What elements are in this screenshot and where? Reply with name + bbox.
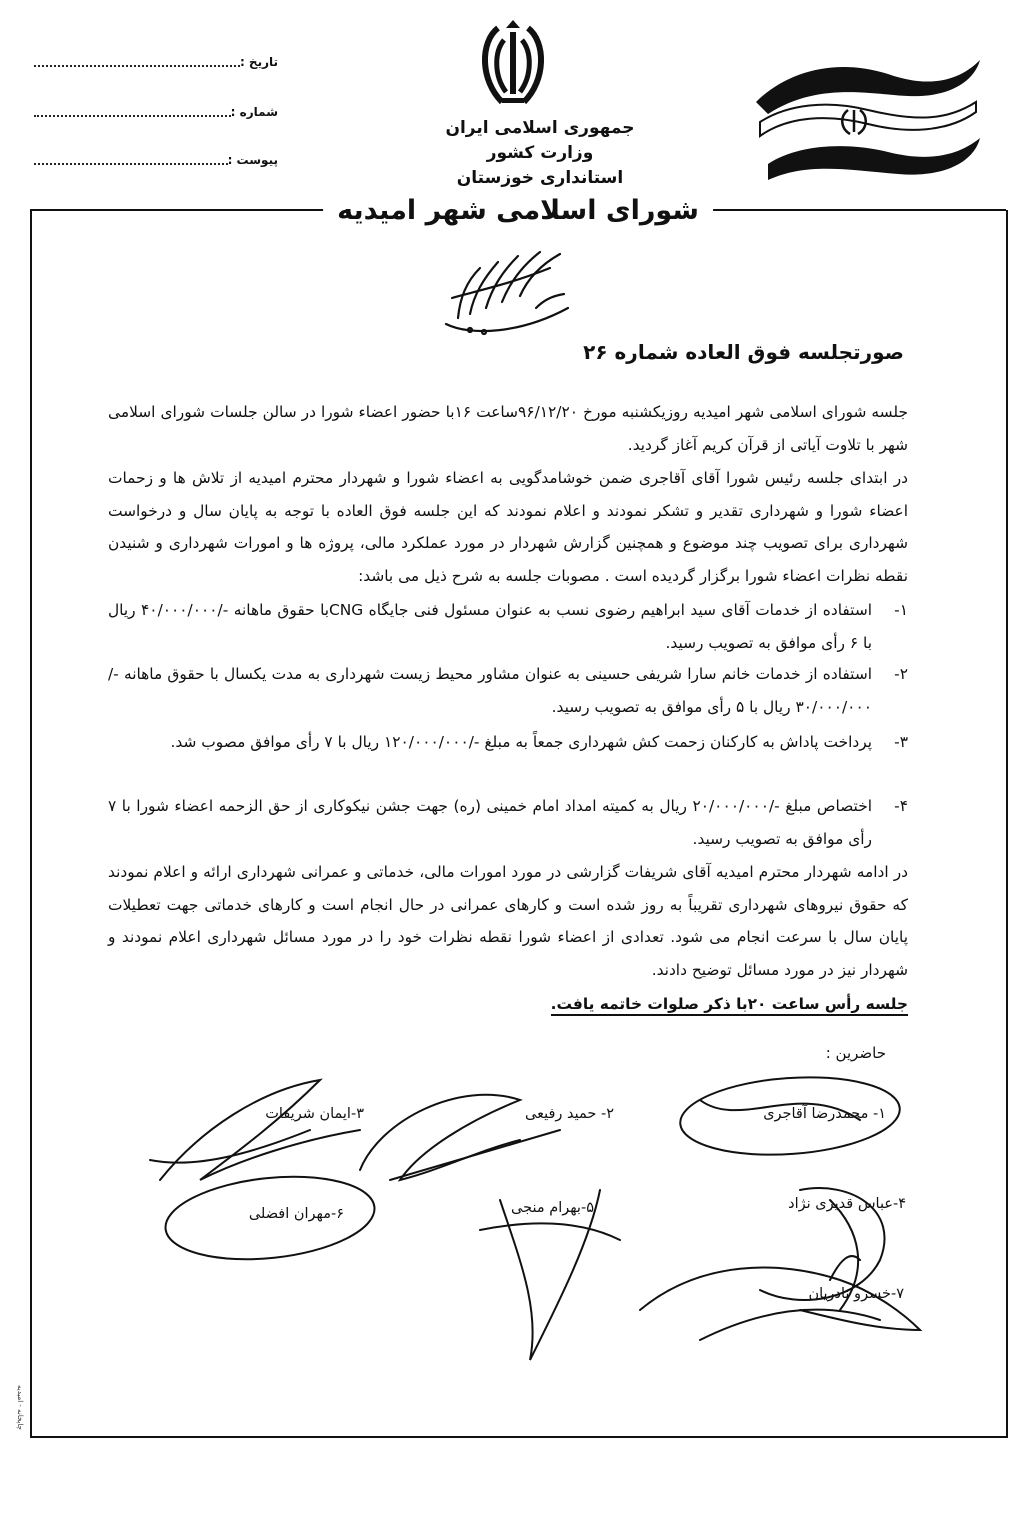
ministry-line-1: جمهوری اسلامی ایران — [445, 118, 635, 138]
side-stamp: چاپخانه - امیدیه — [16, 1385, 24, 1430]
bismillah-calligraphy-icon — [440, 238, 580, 338]
attendee-3: ۳-ایمان شریفات — [265, 1106, 364, 1122]
resolution-item-3 — [108, 726, 908, 759]
number-field — [28, 102, 278, 122]
attachment-field — [28, 150, 278, 170]
attachment-dots — [34, 163, 228, 165]
date-label: تاریخ : — [239, 55, 278, 69]
iran-flag-icon — [748, 52, 988, 192]
resolution-item-4 — [108, 790, 908, 855]
attendee-1: ۱- محمدرضا آقاجری — [763, 1106, 886, 1122]
paragraph-report: در ادامه شهردار محترم امیدیه آقای شریفات گزارشی در مورد امورات مالی، خدماتی و عمرانی شهرداری ارائه و اعلام نمودند که حقوق نیروهای شهرداری تقریباً به روز شده است و کارهای عمرانی در حال انجام است و کارهای خدماتی جهت تعطیلات پایان سال با سرعت انجام می شود. تعدادی از اعضاء شورا نقطه نظرات خود را در مورد مسائل شهرداری اعلام نمودند و شهردار نیز در مورد مسائل توضیح دادند. — [108, 863, 908, 979]
item-text: پرداخت پاداش به کارکنان زحمت کش شهرداری جمعاً به مبلغ -/۱۲۰/۰۰۰/۰۰۰ ریال با ۷ رأی موافق مصوب شد. — [170, 733, 872, 751]
closing-line: جلسه رأس ساعت ۲۰با ذکر صلوات خاتمه یافت. — [551, 995, 908, 1016]
ministry-line-2: وزارت کشور — [486, 143, 594, 163]
item-text: اختصاص مبلغ -/۲۰/۰۰۰/۰۰۰ ریال به کمیته امداد امام خمینی (ره) جهت جشن نیکوکاری از حق الزحمه اعضاء شورا با ۷ رأی موافق به تصویب رسید. — [108, 797, 872, 848]
item-number: ۱- — [894, 601, 908, 619]
document-title: صورتجلسه فوق العاده شماره ۲۶ — [583, 340, 904, 364]
paragraph-opening: جلسه شورای اسلامی شهر امیدیه روزیکشنبه مورخ ۹۶/۱۲/۲۰ساعت ۱۶با حضور اعضاء شورا در سالن جلسات شورای اسلامی شهر با تلاوت آیاتی از قرآن کریم آغاز گردید. — [108, 403, 909, 454]
item-text: استفاده از خدمات خانم سارا شریفی حسینی به عنوان مشاور محیط زیست شهرداری به مدت یکسال با حقوق ماهانه -/۳۰/۰۰۰/۰۰۰ ریال با ۵ رأی موافق به تصویب رسید. — [108, 665, 872, 716]
attendees-label: حاضرین : — [825, 1044, 886, 1062]
attendee-4: ۴-عباس قدیری نژاد — [788, 1196, 906, 1212]
council-title: شورای اسلامی شهر امیدیه — [323, 196, 713, 226]
item-number: ۲- — [894, 665, 908, 683]
resolution-item-2 — [108, 658, 908, 723]
attendee-2: ۲- حمید رفیعی — [525, 1106, 614, 1122]
item-number: ۳- — [894, 733, 908, 751]
date-dots — [34, 65, 240, 67]
item-number: ۴- — [894, 797, 908, 815]
attachment-label: پیوست : — [227, 153, 278, 167]
number-dots — [34, 115, 231, 117]
iran-emblem-icon — [476, 18, 550, 110]
resolution-item-1 — [108, 594, 908, 659]
attendee-7: ۷-خسرو نادریان — [808, 1286, 904, 1302]
attendee-6: ۶-مهران افضلی — [248, 1206, 344, 1222]
item-text: استفاده از خدمات آقای سید ابراهیم رضوی نسب به عنوان مسئول فنی جایگاه CNGبا حقوق ماهانه -/۴۰/۰۰۰/۰۰۰ ریال با ۶ رأی موافق به تصویب رسید. — [108, 601, 873, 652]
date-field — [28, 52, 278, 72]
ministry-line-3: استانداری خوزستان — [456, 168, 624, 188]
paragraph-intro: در ابتدای جلسه رئیس شورا آقای آقاجری ضمن خوشامدگویی به اعضاء شورا و شهردار محترم امیدیه از تلاش ها و زحمات اعضاء شورا و شهرداری تقدیر و تشکر نمودند و اعلام نمودند که این جلسه فوق العاده با توجه به پایان سال و درخواست شهرداری برای تصویب چند موضوع و همچنین گزارش شهردار در مورد عملکرد مالی، پروژه ها و امورات شهرداری و شنیدن نقطه نظرات اعضاء شورا برگزار گردیده است . مصوبات جلسه به شرح ذیل می باشد: — [108, 469, 908, 585]
attendee-5: ۵-بهرام منجی — [511, 1200, 594, 1216]
number-label: شماره : — [230, 105, 278, 119]
council-title-bar — [30, 196, 1006, 226]
